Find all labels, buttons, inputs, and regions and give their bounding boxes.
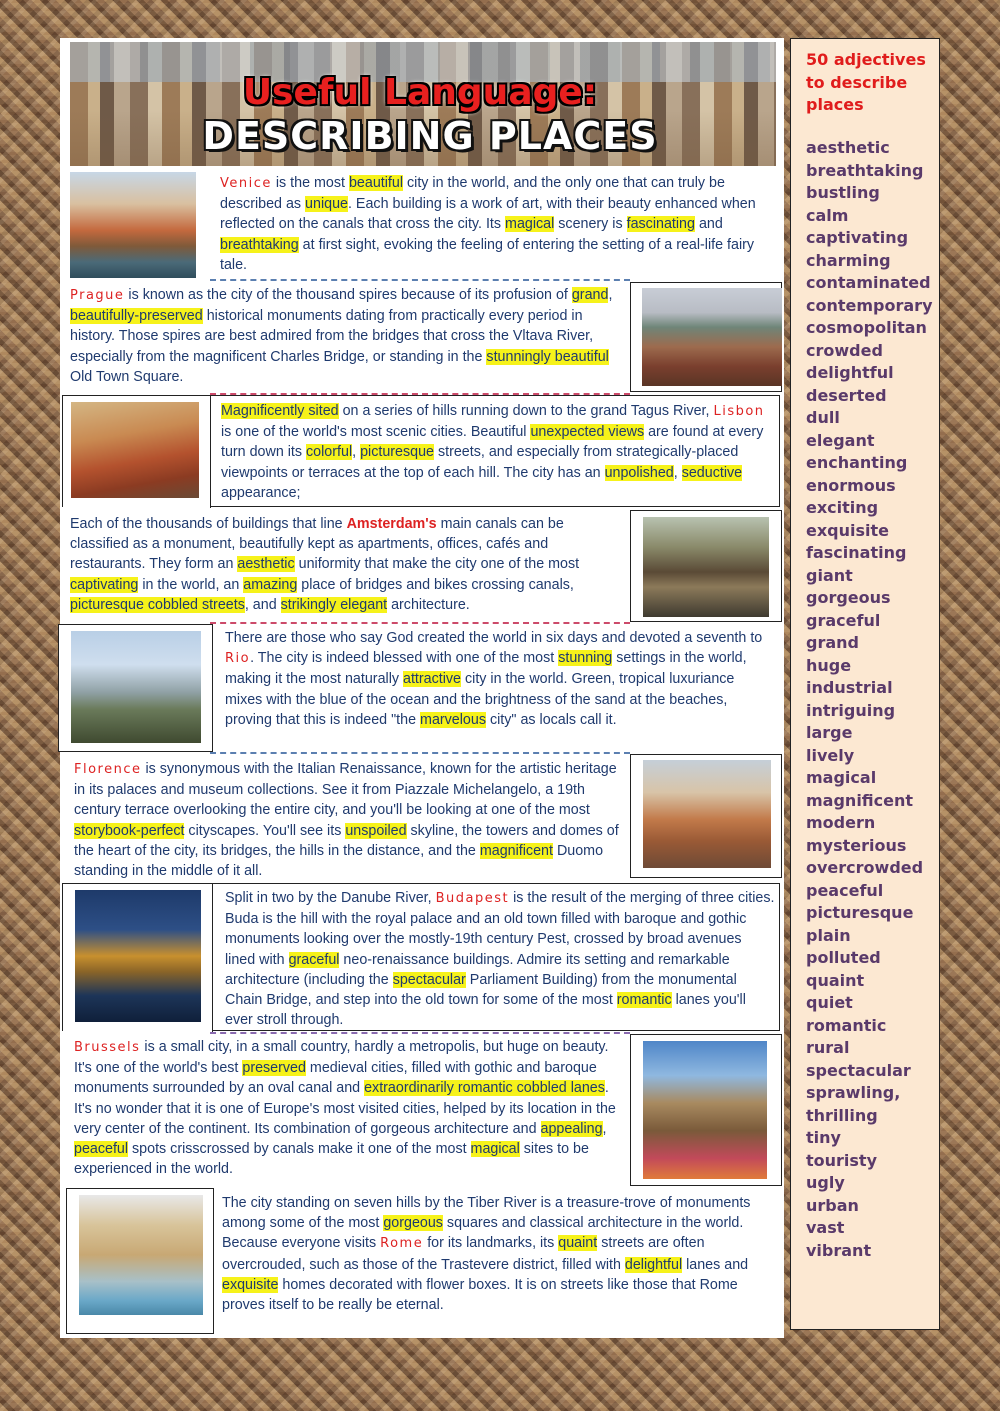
adjective-item: huge <box>806 655 852 675</box>
text-run: is a small city, in a small country, hardly a metropolis, but huge on beauty. It's one of the world's best <box>74 1039 609 1077</box>
city-photo-frame <box>630 510 782 622</box>
adjective-item: contemporary <box>806 295 933 315</box>
city-name: Rio <box>225 651 251 667</box>
adjective-item: tiny <box>806 1128 841 1147</box>
city-text-lisbon <box>221 401 773 503</box>
adjective-item: grand <box>806 633 859 652</box>
adjective-item: spectacular <box>806 1060 911 1080</box>
adjective-item: overcrowded <box>806 858 924 877</box>
adjective-item: bustling <box>806 183 880 202</box>
text-run: main canals can be classified as a monument, beautifully kept as apartments, offices, cafés and restaurants. They form an <box>70 516 564 573</box>
adjective-item: peaceful <box>806 880 884 900</box>
adjective-item: ugly <box>806 1173 845 1192</box>
highlighted-adjective: strikingly elegant <box>280 596 388 613</box>
adjective-item: delightful <box>806 363 894 382</box>
text-run: architecture. <box>387 596 470 613</box>
highlighted-adjective: breathtaking <box>220 236 299 253</box>
adjective-item: industrial <box>806 678 893 697</box>
city-card-florence <box>62 754 780 880</box>
lisbon-photo <box>71 402 199 498</box>
text-run: neo-renaissance buildings. Admire its setting and remarkable architecture (including the <box>225 951 730 988</box>
city-name: Amsterdam's <box>346 516 437 532</box>
city-photo-frame <box>63 396 211 508</box>
adjective-item: vibrant <box>806 1240 872 1260</box>
text-run: lanes and <box>682 1256 749 1273</box>
city-photo-frame <box>63 884 213 1032</box>
highlighted-adjective: gorgeous <box>383 1215 443 1232</box>
divider <box>210 279 630 281</box>
text-run: city" as locals call it. <box>485 711 617 728</box>
highlighted-adjective: exquisite <box>222 1276 279 1293</box>
banner-title-line2: DESCRIBING PLACES <box>202 114 658 158</box>
adjective-item: fascinating <box>806 543 907 562</box>
text-run: , <box>602 1120 607 1137</box>
city-card-budapest <box>62 883 780 1031</box>
text-run: homes decorated with flower boxes. It is on streets like those that Rome proves itself to be really be eternal. <box>222 1276 738 1314</box>
highlighted-adjective: romantic <box>616 992 672 1009</box>
city-photo-frame <box>66 1188 214 1334</box>
city-card-rome <box>66 1188 780 1334</box>
banner-title-line1: Useful Language: <box>242 72 598 113</box>
highlighted-adjective: magical <box>505 216 555 233</box>
city-photo-frame <box>630 754 782 878</box>
highlighted-adjective: unspoiled <box>345 822 407 839</box>
adjective-item: thrilling <box>806 1105 878 1125</box>
highlighted-adjective: amazing <box>243 576 298 593</box>
adjective-item: polluted <box>806 948 881 967</box>
florence-photo <box>643 760 771 868</box>
text-run: uniformity that make the city one of the most <box>294 556 580 573</box>
highlighted-adjective: unexpected views <box>530 424 645 441</box>
text-run: , and <box>244 596 281 613</box>
text-run: appearance; <box>221 484 301 501</box>
text-run: , <box>608 287 613 303</box>
text-run: streets, and especially from strategically-placed viewpoints or terraces at the top of each hill. The city has an <box>221 444 739 481</box>
highlighted-adjective: spectacular <box>392 971 466 988</box>
city-text-budapest <box>225 888 775 1030</box>
city-text-rome <box>222 1193 770 1315</box>
adjective-item: dull <box>806 408 840 427</box>
city-card-rio <box>58 624 780 752</box>
adjective-item: breathtaking <box>806 160 924 180</box>
city-text-prague <box>70 285 615 387</box>
text-run: place of bridges and bikes crossing canals, <box>297 576 574 593</box>
budapest-photo <box>75 890 201 1022</box>
city-card-prague <box>62 282 780 392</box>
highlighted-adjective: fascinating <box>626 216 695 233</box>
text-run: squares and classical architecture in the world. Because everyone visits <box>222 1215 744 1252</box>
adjective-item: romantic <box>806 1015 887 1035</box>
text-run: scenery is <box>554 216 627 233</box>
highlighted-adjective: aesthetic <box>237 556 295 573</box>
adjective-item: urban <box>806 1195 859 1215</box>
prague-photo <box>642 288 782 386</box>
text-run: city in the world, and the only one that can truly be described as <box>220 175 725 213</box>
text-run: streets are often overcrouded, such as those of the Trastevere district, filled with <box>222 1235 705 1273</box>
adjective-item: graceful <box>806 610 881 630</box>
city-name: Rome <box>380 1236 424 1252</box>
city-name: Venice <box>220 176 272 191</box>
city-text-venice <box>220 173 770 275</box>
text-run: is the result of the merging of three cities. Buda is the hill with the royal palace and an old town filled with baroque and gothic monuments looking over the mostly-19th century Pest, crossed by broad avenues lined with <box>225 890 775 968</box>
adjective-item: exquisite <box>806 520 890 540</box>
text-run: is the most <box>271 175 349 191</box>
adjective-item: plain <box>806 925 851 945</box>
text-run: skyline, the towers and domes of the heart of the city, its bridges, the hills in the distance, and the <box>74 822 619 859</box>
text-run: and <box>694 216 723 233</box>
adjective-item: large <box>806 723 853 742</box>
text-run: for its landmarks, its <box>423 1235 559 1252</box>
title-banner <box>70 42 776 167</box>
adjective-item: charming <box>806 250 891 270</box>
text-run: cityscapes. You'll see its <box>184 822 346 839</box>
highlighted-adjective: extraordinarily romantic cobbled lanes <box>364 1080 605 1097</box>
highlighted-adjective: grand <box>571 287 609 303</box>
adjective-item: vast <box>806 1218 845 1237</box>
adjective-item: magical <box>806 768 877 787</box>
rome-photo <box>79 1195 203 1315</box>
highlighted-adjective: preserved <box>242 1060 306 1077</box>
highlighted-adjective: picturesque <box>360 444 434 461</box>
text-run: Old Town Square. <box>70 368 184 385</box>
highlighted-adjective: magnificent <box>479 842 553 859</box>
highlighted-adjective: storybook-perfect <box>74 822 185 839</box>
text-run: Parliament Building) from the monumental Chain Bridge, and step into the old town for some of the most <box>225 971 737 1009</box>
city-photo-frame <box>630 1034 782 1186</box>
text-run: . Each building is a work of art, with their beauty enhanced when reflected on the canals that cross the city. Its <box>220 196 756 233</box>
city-card-venice <box>62 166 780 281</box>
adjective-item: modern <box>806 813 876 832</box>
city-photo-frame <box>58 624 213 752</box>
highlighted-adjective: unique <box>305 196 348 213</box>
venice-photo <box>70 172 196 278</box>
city-card-lisbon <box>62 395 780 507</box>
text-run: lanes you'll ever stroll through. <box>225 992 746 1029</box>
text-run: Duomo standing in the middle of it all. <box>74 842 604 880</box>
adjective-item: intriguing <box>806 700 896 720</box>
text-run: Split in two by the Danube River, <box>225 890 436 906</box>
city-name: Florence <box>74 762 142 777</box>
text-run: There are those who say God created the world in six days and devoted a seventh to <box>225 630 763 646</box>
text-run: . The city is indeed blessed with one of the most <box>250 650 559 667</box>
city-name: Prague <box>70 288 125 303</box>
city-name: Budapest <box>435 891 510 906</box>
highlighted-adjective: peaceful <box>74 1141 129 1158</box>
adjective-list <box>806 137 933 1262</box>
highlighted-adjective: captivating <box>70 576 139 593</box>
adjective-item: mysterious <box>806 835 907 855</box>
text-run: . It's no wonder that it is one of Europe's most visited cities, helped by its location in the very center of the continent. Its combination of gorgeous architecture and <box>74 1080 616 1137</box>
adjective-item: exciting <box>806 498 879 517</box>
text-run: , <box>673 464 682 481</box>
highlighted-adjective: marvelous <box>420 711 486 728</box>
text-run: at first sight, evoking the feeling of entering the setting of a real-life fairy tale. <box>220 236 755 273</box>
adjective-item: enchanting <box>806 453 908 472</box>
adjective-item: gorgeous <box>806 588 891 607</box>
text-run: is one of the world's most scenic cities. Beautiful <box>221 424 531 441</box>
text-run: Each of the thousands of buildings that line <box>70 516 347 532</box>
city-photo-frame <box>630 282 782 392</box>
text-run: city in the world. Green, tropical luxuriance mixes with the blue of the ocean and the brightness of the sand at the beaches, proving that this is indeed "the <box>225 671 735 728</box>
adjective-item: touristy <box>806 1150 878 1170</box>
adjective-item: picturesque <box>806 903 914 922</box>
adjective-item: aesthetic <box>806 138 890 157</box>
highlighted-adjective: stunningly beautiful <box>486 348 609 365</box>
highlighted-adjective: unpolished <box>604 464 674 481</box>
text-run: , <box>352 444 361 461</box>
city-text-amsterdam <box>70 514 625 615</box>
highlighted-adjective: seductive <box>681 464 743 481</box>
city-card-brussels <box>62 1034 780 1186</box>
highlighted-adjective: appealing <box>540 1120 603 1137</box>
text-run: in the world, an <box>138 576 244 593</box>
city-photo-frame <box>62 166 210 281</box>
highlighted-adjective: delightful <box>624 1256 683 1273</box>
highlighted-adjective: stunning <box>558 650 613 667</box>
adjective-item: contaminated <box>806 273 931 292</box>
adjective-item: rural <box>806 1038 850 1057</box>
text-run: on a series of hills running down to the grand Tagus River, <box>338 403 714 419</box>
brussels-photo <box>643 1041 767 1179</box>
text-run: are found at every turn down its <box>221 424 764 461</box>
text-run: sites to be experienced in the world. <box>74 1141 589 1178</box>
city-text-florence <box>74 759 624 881</box>
adjective-item: captivating <box>806 228 909 247</box>
adjective-item: lively <box>806 745 855 765</box>
highlighted-adjective: colorful <box>306 444 353 461</box>
text-run: settings in the world, making it the most naturally <box>225 650 747 688</box>
text-run: historical monuments dating from practically every period in history. Those spires are best admired from the bridges that cross the Vltava River, especially from the magnificent Charles Bridge, or standing in the <box>70 308 594 365</box>
adjective-item: magnificent <box>806 790 914 810</box>
highlighted-adjective: Magnificently sited <box>221 403 339 419</box>
highlighted-adjective: beautifully-preserved <box>70 308 203 325</box>
city-name: Brussels <box>74 1040 141 1055</box>
text-run: is known as the city of the thousand spires because of its profusion of <box>124 287 572 303</box>
adjectives-sidebar <box>790 38 940 1330</box>
rio-photo <box>71 631 201 743</box>
highlighted-adjective: quaint <box>558 1235 598 1252</box>
adjective-item: cosmopolitan <box>806 318 927 337</box>
text-run: spots crisscrossed by canals make it one of the most <box>128 1141 471 1158</box>
text-run: The city standing on seven hills by the Tiber River is a treasure-trove of monuments among some of the most <box>222 1195 751 1232</box>
adjective-item: deserted <box>806 385 887 405</box>
adjective-item: sprawling, <box>806 1083 901 1102</box>
amsterdam-photo <box>643 517 769 617</box>
highlighted-adjective: picturesque cobbled streets <box>70 596 245 613</box>
city-card-amsterdam <box>62 510 780 622</box>
city-name: Lisbon <box>713 404 765 419</box>
highlighted-adjective: beautiful <box>348 175 404 191</box>
adjective-item: quaint <box>806 970 865 990</box>
adjective-item: calm <box>806 205 849 225</box>
highlighted-adjective: attractive <box>403 671 462 688</box>
text-run: is synonymous with the Italian Renaissance, known for the artistic heritage in its palaces and museum collections. See it from Piazzale Michelangelo, a 19th century terrace overlooking the entire city, and you'll be looking at one of the most <box>74 761 617 819</box>
text-run: medieval cities, filled with gothic and baroque monuments surrounded by an oval canal and <box>74 1060 597 1097</box>
highlighted-adjective: magical <box>470 1141 520 1158</box>
adjective-item: elegant <box>806 430 875 450</box>
highlighted-adjective: graceful <box>288 951 340 968</box>
adjective-item: quiet <box>806 993 853 1012</box>
sidebar-heading: 50 adjectives to describe places <box>806 50 926 114</box>
adjective-item: crowded <box>806 340 883 360</box>
city-text-brussels <box>74 1037 622 1179</box>
adjective-item: enormous <box>806 475 896 495</box>
adjective-item: giant <box>806 565 853 585</box>
city-text-rio <box>225 628 773 730</box>
